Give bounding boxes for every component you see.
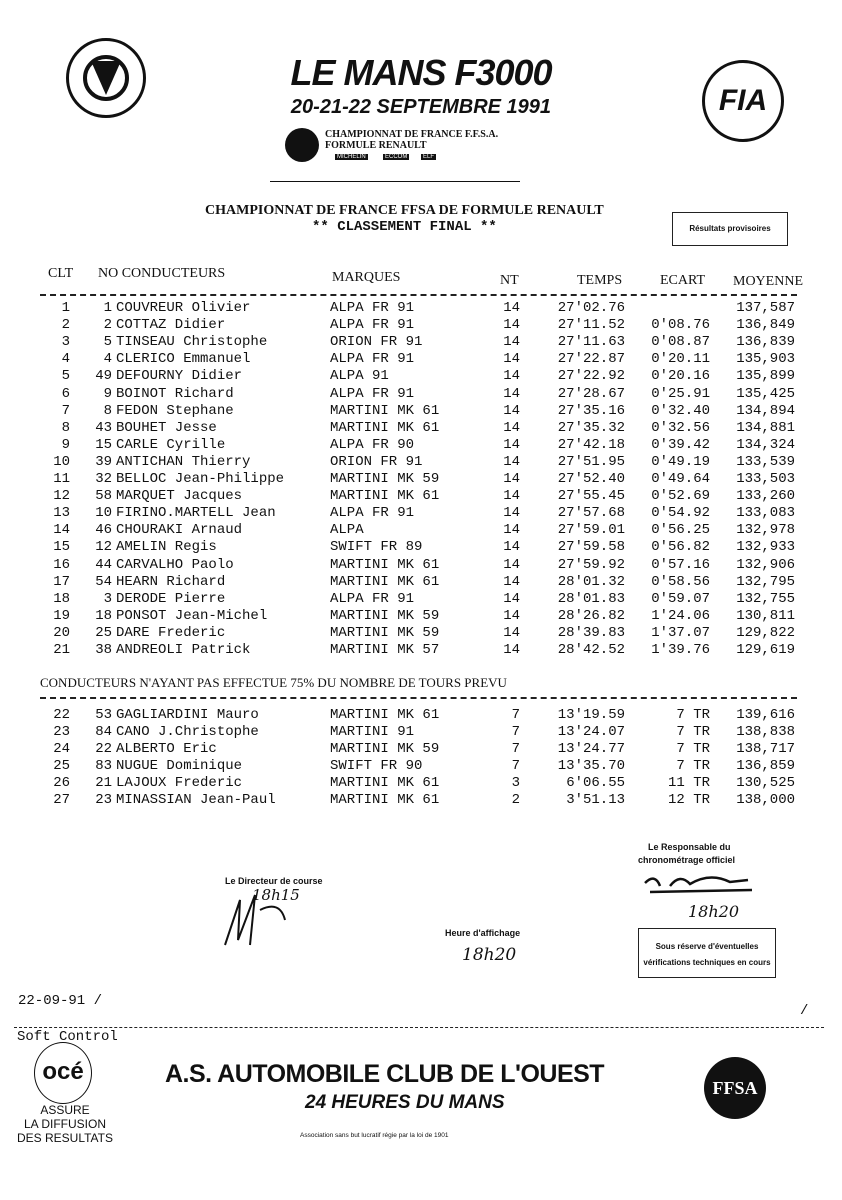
car-number: 43 bbox=[95, 419, 112, 436]
average-speed: 133,083 bbox=[736, 505, 795, 522]
car-make: MARTINI MK 61 bbox=[330, 419, 440, 436]
race-time: 27'42.18 bbox=[557, 436, 625, 453]
laps: 14 bbox=[503, 642, 520, 658]
gap: 0'08.76 bbox=[651, 317, 710, 334]
gap: 12 TR bbox=[667, 792, 710, 808]
gap: 0'54.92 bbox=[651, 505, 710, 522]
club-name: A.S. AUTOMOBILE CLUB DE L'OUEST bbox=[165, 1060, 605, 1088]
result-position: 2 bbox=[61, 317, 70, 334]
divider bbox=[40, 697, 797, 699]
non-classified-heading: CONDUCTEURS N'AYANT PAS EFFECTUE 75% DU NOMBRE DE TOURS PREVU bbox=[40, 675, 507, 690]
car-number: 4 bbox=[103, 351, 112, 368]
car-number: 38 bbox=[95, 642, 112, 658]
car-make: MARTINI MK 61 bbox=[330, 488, 440, 505]
race-time: 27'59.01 bbox=[557, 522, 625, 539]
car-make: ALPA FR 91 bbox=[330, 317, 415, 334]
average-speed: 130,811 bbox=[736, 607, 795, 624]
driver-name: FIRINO.MARTELL Jean bbox=[116, 505, 276, 522]
col-no-driver: NO CONDUCTEURS bbox=[98, 266, 226, 281]
table-row bbox=[0, 334, 842, 351]
average-speed: 132,795 bbox=[736, 573, 795, 590]
average-speed: 138,717 bbox=[736, 741, 795, 757]
driver-name: GAGLIARDINI Mauro bbox=[116, 707, 259, 723]
result-position: 9 bbox=[61, 436, 70, 453]
average-speed: 133,260 bbox=[736, 488, 795, 505]
gap: 0'32.56 bbox=[651, 419, 710, 436]
race-time: 27'22.87 bbox=[557, 351, 625, 368]
average-speed: 133,539 bbox=[736, 453, 795, 470]
race-time: 28'39.83 bbox=[557, 624, 625, 641]
driver-name: DARE Frederic bbox=[116, 624, 226, 641]
car-number: 2 bbox=[103, 317, 112, 334]
car-number: 44 bbox=[95, 556, 112, 573]
car-number: 8 bbox=[103, 402, 112, 419]
car-make: MARTINI MK 61 bbox=[330, 402, 440, 419]
laps: 14 bbox=[503, 317, 520, 334]
race-time: 27'35.32 bbox=[557, 419, 625, 436]
car-number: 15 bbox=[95, 436, 112, 453]
result-position: 26 bbox=[53, 775, 70, 791]
race-time: 27'55.45 bbox=[557, 488, 625, 505]
gap: 7 TR bbox=[676, 707, 710, 723]
gap: 0'08.87 bbox=[651, 334, 710, 351]
race-time: 27'52.40 bbox=[557, 471, 625, 487]
table-row bbox=[0, 403, 842, 420]
gap: 11 TR bbox=[667, 775, 710, 791]
gap: 1'37.07 bbox=[651, 624, 710, 641]
laps: 14 bbox=[503, 488, 520, 505]
result-position: 4 bbox=[61, 351, 70, 368]
average-speed: 138,838 bbox=[736, 724, 795, 740]
gap: 0'20.11 bbox=[651, 351, 710, 368]
laps: 14 bbox=[503, 419, 520, 436]
table-row bbox=[0, 505, 842, 522]
race-time: 28'42.52 bbox=[557, 642, 625, 658]
gap: 0'57.16 bbox=[651, 556, 710, 573]
average-speed: 136,859 bbox=[736, 758, 795, 774]
laps: 7 bbox=[511, 707, 520, 723]
average-speed: 129,822 bbox=[736, 624, 795, 641]
car-make: ALPA 91 bbox=[330, 368, 389, 385]
car-make: ALPA FR 90 bbox=[330, 436, 415, 453]
car-make: ALPA bbox=[330, 522, 364, 539]
car-make: ALPA FR 91 bbox=[330, 590, 415, 607]
posting-time: 18h20 bbox=[462, 945, 517, 965]
race-time: 27'11.63 bbox=[557, 334, 625, 351]
race-time: 27'11.52 bbox=[557, 317, 625, 334]
average-speed: 132,933 bbox=[736, 539, 795, 556]
reserve-note: Sous réserve d'éventuelles vérifications techniques en cours bbox=[638, 928, 776, 978]
result-position: 5 bbox=[61, 368, 70, 385]
average-speed: 134,324 bbox=[736, 436, 795, 453]
ffsa-logo: FFSA bbox=[704, 1057, 766, 1119]
car-number: 83 bbox=[95, 758, 112, 774]
average-speed: 136,839 bbox=[736, 334, 795, 351]
table-row bbox=[0, 557, 842, 574]
race-time: 27'22.92 bbox=[557, 368, 625, 385]
footer-divider bbox=[14, 1027, 824, 1028]
result-position: 15 bbox=[53, 539, 70, 556]
car-make: MARTINI MK 57 bbox=[330, 642, 440, 658]
event-dates: 20-21-22 SEPTEMBRE 1991 bbox=[290, 96, 552, 118]
car-number: 18 bbox=[95, 607, 112, 624]
fia-logo: FIA bbox=[702, 60, 784, 142]
laps: 14 bbox=[503, 522, 520, 539]
col-time: TEMPS bbox=[577, 273, 623, 288]
race-time: 13'24.77 bbox=[557, 741, 625, 757]
average-speed: 136,849 bbox=[736, 317, 795, 334]
driver-name: LAJOUX Frederic bbox=[116, 775, 243, 791]
gap: 0'49.19 bbox=[651, 453, 710, 470]
car-make: MARTINI MK 59 bbox=[330, 471, 440, 487]
table-row bbox=[0, 437, 842, 454]
average-speed: 135,903 bbox=[736, 351, 795, 368]
table-row bbox=[0, 574, 842, 591]
race-time: 28'01.32 bbox=[557, 573, 625, 590]
col-avg: MOYENNE bbox=[733, 274, 803, 289]
car-number: 49 bbox=[95, 368, 112, 385]
laps: 14 bbox=[503, 590, 520, 607]
laps: 14 bbox=[503, 573, 520, 590]
car-number: 23 bbox=[95, 792, 112, 808]
car-make: ORION FR 91 bbox=[330, 334, 423, 351]
table-row bbox=[0, 386, 842, 403]
laps: 7 bbox=[511, 724, 520, 740]
director-label: Le Directeur de course bbox=[225, 876, 323, 886]
table-row bbox=[0, 368, 842, 385]
laps: 14 bbox=[503, 436, 520, 453]
average-speed: 135,425 bbox=[736, 385, 795, 402]
driver-name: CLERICO Emmanuel bbox=[116, 351, 251, 368]
status-badge: Résultats provisoires bbox=[672, 212, 788, 246]
driver-name: HEARN Richard bbox=[116, 573, 226, 590]
event-title: LE MANS F3000 bbox=[290, 52, 552, 93]
race-time: 28'01.83 bbox=[557, 590, 625, 607]
car-make: MARTINI MK 61 bbox=[330, 775, 440, 791]
table-row bbox=[0, 420, 842, 437]
laps: 14 bbox=[503, 607, 520, 624]
table-row bbox=[0, 642, 842, 659]
doc-subheading: ** CLASSEMENT FINAL ** bbox=[312, 219, 497, 235]
car-make: ALPA FR 91 bbox=[330, 351, 415, 368]
car-make: MARTINI 91 bbox=[330, 724, 415, 740]
footer-date: 22-09-91 / bbox=[18, 993, 103, 1009]
timing-signature bbox=[640, 868, 760, 896]
car-make: MARTINI MK 59 bbox=[330, 607, 440, 624]
result-position: 20 bbox=[53, 624, 70, 641]
soft-control: Soft Control bbox=[17, 1029, 118, 1045]
race-time: 3'51.13 bbox=[566, 792, 625, 808]
table-row bbox=[0, 758, 842, 775]
gap: 1'24.06 bbox=[651, 607, 710, 624]
laps: 7 bbox=[511, 758, 520, 774]
result-position: 18 bbox=[53, 590, 70, 607]
driver-name: CANO J.Christophe bbox=[116, 724, 259, 740]
driver-name: CHOURAKI Arnaud bbox=[116, 522, 243, 539]
result-position: 27 bbox=[53, 792, 70, 808]
car-make: MARTINI MK 59 bbox=[330, 624, 440, 641]
oce-caption: ASSURE LA DIFFUSION DES RESULTATS bbox=[16, 1103, 114, 1145]
table-row bbox=[0, 741, 842, 758]
laps: 7 bbox=[511, 741, 520, 757]
race-time: 27'02.76 bbox=[557, 300, 625, 316]
driver-name: NUGUE Dominique bbox=[116, 758, 243, 774]
table-row bbox=[0, 724, 842, 741]
director-time: 18h15 bbox=[252, 886, 300, 904]
gap: 7 TR bbox=[676, 741, 710, 757]
laps: 14 bbox=[503, 368, 520, 385]
race-time: 13'35.70 bbox=[557, 758, 625, 774]
car-make: ALPA FR 91 bbox=[330, 300, 415, 316]
car-make: MARTINI MK 61 bbox=[330, 573, 440, 590]
average-speed: 134,881 bbox=[736, 419, 795, 436]
race-time: 27'59.92 bbox=[557, 556, 625, 573]
laps: 3 bbox=[511, 775, 520, 791]
posting-label: Heure d'affichage bbox=[445, 928, 521, 938]
gap: 1'39.76 bbox=[651, 642, 710, 658]
gap: 0'39.42 bbox=[651, 436, 710, 453]
result-position: 11 bbox=[53, 471, 70, 487]
col-laps: NT bbox=[500, 273, 519, 288]
average-speed: 129,619 bbox=[736, 642, 795, 658]
average-speed: 130,525 bbox=[736, 775, 795, 791]
result-position: 1 bbox=[61, 300, 70, 316]
gap: 0'58.56 bbox=[651, 573, 710, 590]
laps: 14 bbox=[503, 300, 520, 316]
driver-name: ALBERTO Eric bbox=[116, 741, 217, 757]
table-row bbox=[0, 522, 842, 539]
car-make: SWIFT FR 89 bbox=[330, 539, 423, 556]
result-position: 24 bbox=[53, 741, 70, 757]
race-time: 28'26.82 bbox=[557, 607, 625, 624]
car-number: 10 bbox=[95, 505, 112, 522]
car-make: MARTINI MK 61 bbox=[330, 556, 440, 573]
gap: 0'59.07 bbox=[651, 590, 710, 607]
table-row bbox=[0, 625, 842, 642]
gap: 0'49.64 bbox=[651, 471, 710, 487]
laps: 14 bbox=[503, 334, 520, 351]
result-position: 7 bbox=[61, 402, 70, 419]
table-row bbox=[0, 608, 842, 625]
driver-name: DEFOURNY Didier bbox=[116, 368, 243, 385]
club-note: Association sans but lucratif régie par la loi de 1901 bbox=[300, 1132, 449, 1139]
table-row bbox=[0, 454, 842, 471]
average-speed: 132,755 bbox=[736, 590, 795, 607]
doc-heading: CHAMPIONNAT DE FRANCE FFSA DE FORMULE RENAULT bbox=[205, 203, 604, 218]
race-time: 27'51.95 bbox=[557, 453, 625, 470]
laps: 2 bbox=[511, 792, 520, 808]
championship-logo: CHAMPIONNAT DE FRANCE F.F.S.A. FORMULE RENAULT MICHELIN ECCOM ELF bbox=[285, 128, 505, 168]
laps: 14 bbox=[503, 556, 520, 573]
driver-name: COUVREUR Olivier bbox=[116, 300, 251, 316]
car-number: 58 bbox=[95, 488, 112, 505]
driver-name: DERODE Pierre bbox=[116, 590, 226, 607]
car-number: 3 bbox=[103, 590, 112, 607]
gap: 7 TR bbox=[676, 758, 710, 774]
divider bbox=[40, 294, 797, 296]
average-speed: 139,616 bbox=[736, 707, 795, 723]
car-make: ORION FR 91 bbox=[330, 453, 423, 470]
driver-name: CARVALHO Paolo bbox=[116, 556, 234, 573]
gap: 0'25.91 bbox=[651, 385, 710, 402]
driver-name: MINASSIAN Jean-Paul bbox=[116, 792, 276, 808]
table-row bbox=[0, 351, 842, 368]
driver-name: ANDREOLI Patrick bbox=[116, 642, 251, 658]
average-speed: 132,906 bbox=[736, 556, 795, 573]
table-row bbox=[0, 488, 842, 505]
race-time: 6'06.55 bbox=[566, 775, 625, 791]
gap: 0'20.16 bbox=[651, 368, 710, 385]
gap: 0'56.82 bbox=[651, 539, 710, 556]
laps: 14 bbox=[503, 453, 520, 470]
driver-name: BOUHET Jesse bbox=[116, 419, 217, 436]
result-position: 22 bbox=[53, 707, 70, 723]
car-number: 22 bbox=[95, 741, 112, 757]
driver-name: FEDON Stephane bbox=[116, 402, 234, 419]
race-time: 13'24.07 bbox=[557, 724, 625, 740]
car-make: ALPA FR 91 bbox=[330, 505, 415, 522]
result-position: 19 bbox=[53, 607, 70, 624]
footer-slash: / bbox=[800, 1003, 809, 1019]
laps: 14 bbox=[503, 539, 520, 556]
car-number: 12 bbox=[95, 539, 112, 556]
race-time: 27'28.67 bbox=[557, 385, 625, 402]
driver-name: BOINOT Richard bbox=[116, 385, 234, 402]
driver-name: MARQUET Jacques bbox=[116, 488, 243, 505]
result-position: 25 bbox=[53, 758, 70, 774]
gap: 0'56.25 bbox=[651, 522, 710, 539]
oce-logo: océ bbox=[34, 1042, 92, 1104]
car-number: 84 bbox=[95, 724, 112, 740]
laps: 14 bbox=[503, 402, 520, 419]
club-subtitle: 24 HEURES DU MANS bbox=[305, 1092, 505, 1113]
wheel-icon bbox=[285, 128, 319, 162]
table-row bbox=[0, 317, 842, 334]
result-position: 3 bbox=[61, 334, 70, 351]
table-row bbox=[0, 775, 842, 792]
average-speed: 132,978 bbox=[736, 522, 795, 539]
result-position: 6 bbox=[61, 385, 70, 402]
gap: 7 TR bbox=[676, 724, 710, 740]
car-make: ALPA FR 91 bbox=[330, 385, 415, 402]
laps: 14 bbox=[503, 351, 520, 368]
car-number: 53 bbox=[95, 707, 112, 723]
result-position: 23 bbox=[53, 724, 70, 740]
race-time: 13'19.59 bbox=[557, 707, 625, 723]
car-number: 21 bbox=[95, 775, 112, 791]
car-make: MARTINI MK 61 bbox=[330, 792, 440, 808]
result-position: 21 bbox=[53, 642, 70, 658]
result-position: 12 bbox=[53, 488, 70, 505]
result-position: 13 bbox=[53, 505, 70, 522]
col-gap: ECART bbox=[660, 273, 706, 288]
average-speed: 134,894 bbox=[736, 402, 795, 419]
table-row bbox=[0, 591, 842, 608]
table-row bbox=[0, 539, 842, 556]
result-position: 17 bbox=[53, 573, 70, 590]
car-number: 54 bbox=[95, 573, 112, 590]
average-speed: 135,899 bbox=[736, 368, 795, 385]
car-number: 25 bbox=[95, 624, 112, 641]
car-make: SWIFT FR 90 bbox=[330, 758, 423, 774]
average-speed: 137,587 bbox=[736, 300, 795, 316]
table-row bbox=[0, 471, 842, 488]
driver-name: TINSEAU Christophe bbox=[116, 334, 268, 351]
column-headers bbox=[0, 266, 842, 289]
laps: 14 bbox=[503, 385, 520, 402]
laps: 14 bbox=[503, 624, 520, 641]
car-number: 46 bbox=[95, 522, 112, 539]
driver-name: PONSOT Jean-Michel bbox=[116, 607, 268, 624]
average-speed: 133,503 bbox=[736, 471, 795, 487]
race-time: 27'35.16 bbox=[557, 402, 625, 419]
race-time: 27'59.58 bbox=[557, 539, 625, 556]
timing-time: 18h20 bbox=[688, 902, 740, 921]
laps: 14 bbox=[503, 505, 520, 522]
gap: 0'52.69 bbox=[651, 488, 710, 505]
average-speed: 138,000 bbox=[736, 792, 795, 808]
driver-name: CARLE Cyrille bbox=[116, 436, 226, 453]
car-number: 39 bbox=[95, 453, 112, 470]
car-make: MARTINI MK 59 bbox=[330, 741, 440, 757]
car-number: 9 bbox=[103, 385, 112, 402]
driver-name: BELLOC Jean-Philippe bbox=[116, 471, 285, 487]
header-rule bbox=[270, 181, 520, 182]
car-number: 32 bbox=[95, 471, 112, 487]
timing-label-2: chronométrage officiel bbox=[638, 855, 736, 865]
timing-label-1: Le Responsable du bbox=[648, 842, 731, 852]
gap: 0'32.40 bbox=[651, 402, 710, 419]
result-position: 14 bbox=[53, 522, 70, 539]
driver-name: ANTICHAN Thierry bbox=[116, 453, 251, 470]
result-position: 10 bbox=[53, 453, 70, 470]
col-clt: CLT bbox=[48, 266, 74, 281]
driver-name: COTTAZ Didier bbox=[116, 317, 226, 334]
table-row bbox=[0, 707, 842, 724]
driver-name: AMELIN Regis bbox=[116, 539, 217, 556]
race-time: 27'57.68 bbox=[557, 505, 625, 522]
laps: 14 bbox=[503, 471, 520, 487]
result-position: 8 bbox=[61, 419, 70, 436]
car-number: 1 bbox=[103, 300, 112, 316]
car-make: MARTINI MK 61 bbox=[330, 707, 440, 723]
table-row bbox=[0, 792, 842, 809]
col-make: MARQUES bbox=[332, 270, 401, 285]
car-number: 5 bbox=[103, 334, 112, 351]
result-position: 16 bbox=[53, 556, 70, 573]
table-row bbox=[0, 300, 842, 317]
